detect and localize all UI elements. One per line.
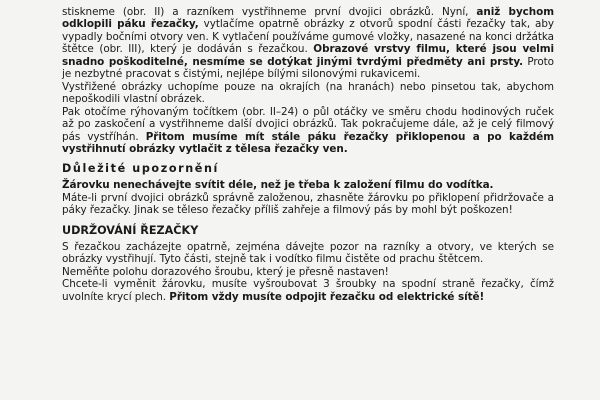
important-notice-section: [62, 162, 554, 216]
intro-block: [62, 6, 554, 155]
maintenance-paragraph-1: S řezačkou zacházejte opatrně, zejména dávejte pozor na razníky a otvory, ve kterých se obrázky vystřihují. Tyto části, stejně tak i vodítko filmu čistěte od prachu štětcem.: [62, 240, 554, 266]
maintenance-text: Chcete-li vyměnit žárovku, musíte vyšroubovat 3 šroubky na spodní straně řezačky, čímž uvolníte krycí plech.: [62, 278, 554, 303]
intro-text: Pak otočíme rýhovaným točítkem (obr. II–24) o půl otáčky ve směru chodu hodinových ruček až po zaskočení a vystřihneme další dvojici obrázků. Tak pokračujeme dále, až je celý filmový pás vystříhán.: [62, 105, 554, 143]
intro-text: stiskneme (obr. II) a razníkem vystřihneme první dvojici obrázků. Nyní,: [62, 6, 477, 18]
maintenance-paragraph-2: Neměňte polohu dorazového šroubu, který je přesně nastaven!: [62, 265, 389, 278]
intro-paragraph-1: [62, 6, 554, 81]
maintenance-paragraph-3: [62, 278, 554, 303]
intro-text: vytlačíme opatrně obrázky z otvorů spodní části řezačky tak, aby vypadly bočními otvory ven. K vytlačení používáme gumové vložky, nasazené na konci držátka štětce (obr. III), který je dodáván s řezačkou.: [62, 18, 554, 56]
emphasis-text: aniž bychom odklopili páku řezačky,: [62, 6, 554, 31]
emphasis-text: Žárovku nenechávejte svítit déle, než je třeba k založení filmu do vodítka.: [62, 179, 494, 192]
section-heading-notice: Důležité upozornění: [62, 162, 219, 176]
emphasis-text: Přitom vždy musíte odpojit řezačku od elektrické sítě!: [169, 290, 485, 303]
emphasis-text: Přitom musíme mít stále páku řezačky přiklopenou a po každém vystřihnutí obrázky vytlačit z tělesa řezačky ven.: [62, 130, 554, 155]
emphasis-text: Obrazové vrstvy filmu, které jsou velmi snadno poškoditelné, nesmíme se dotýkat jinými tvrdými předměty ani prsty.: [62, 43, 554, 68]
intro-paragraph-2: Vystřižené obrázky uchopíme pouze na okrajích (na hranách) nebo pinsetou tak, abychom nepoškodili vlastní obrázek.: [62, 80, 554, 106]
intro-text: Proto je nezbytné pracovat s čistými, nejlépe bílými silonovými rukavicemi.: [62, 55, 554, 81]
intro-paragraph-3: [62, 106, 554, 156]
notice-paragraph-2: Máte-li první dvojici obrázků správně založenou, zhasněte žárovku po přiklopení přidržovače a páky řezačky. Jinak se těleso řezačky příliš zahřeje a filmový pás by mohl být poškozen!: [62, 191, 554, 217]
maintenance-section: [62, 224, 554, 303]
notice-paragraph-1: [62, 179, 554, 191]
section-heading-maintenance: UDRŽOVÁNÍ ŘEZAČKY: [62, 223, 199, 237]
